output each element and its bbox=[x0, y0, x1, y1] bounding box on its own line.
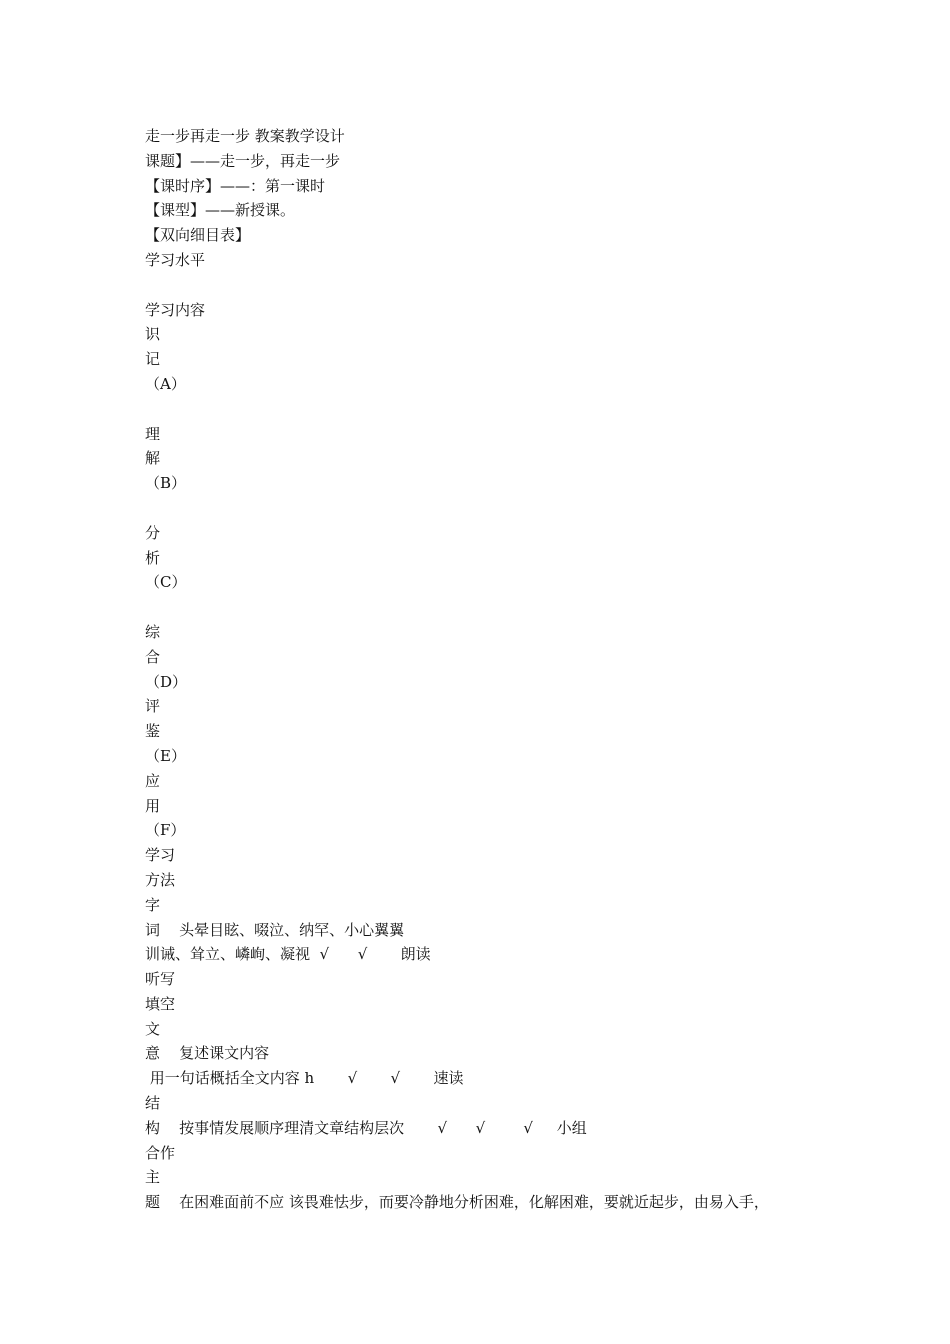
text-line: 听写 bbox=[145, 970, 176, 989]
blank-line bbox=[145, 496, 845, 521]
text-line: 【双向细目表】 bbox=[145, 226, 251, 245]
text-line: 学习 bbox=[145, 846, 176, 865]
text-line: 析 bbox=[145, 548, 161, 567]
text-line: 理 bbox=[145, 424, 161, 443]
text-line: （B） bbox=[145, 474, 187, 493]
text-line: 文 bbox=[145, 1019, 161, 1038]
text-line: （A） bbox=[145, 374, 186, 393]
text-line: 词 头晕目眩、啜泣、纳罕、小心翼翼 bbox=[145, 920, 405, 939]
text-line: 【课时序】——：第一课时 bbox=[145, 176, 326, 195]
text-line: 记 bbox=[145, 350, 161, 369]
blank-line bbox=[145, 595, 845, 620]
text-line: 意 复述课文内容 bbox=[145, 1044, 270, 1063]
document-body bbox=[145, 124, 845, 1215]
text-line: 学习水平 bbox=[145, 250, 206, 269]
text-line: 分 bbox=[145, 523, 161, 542]
text-line: 鉴 bbox=[145, 722, 161, 741]
text-line: 【课型】——新授课。 bbox=[145, 201, 296, 220]
text-line: 训诫、耸立、嶙峋、凝视 √ √ 朗读 bbox=[145, 945, 431, 964]
text-line: （D） bbox=[145, 672, 188, 691]
text-line: （C） bbox=[145, 573, 187, 592]
text-line: 用 bbox=[145, 796, 161, 815]
text-line: 构 按事情发展顺序理清文章结构层次 √ √ √ 小组 bbox=[145, 1118, 587, 1137]
text-line: 应 bbox=[145, 771, 161, 790]
text-line: 合作 bbox=[145, 1143, 176, 1162]
text-line: 方法 bbox=[145, 870, 176, 889]
blank-line bbox=[145, 397, 845, 422]
text-line: 填空 bbox=[145, 994, 176, 1013]
text-line: 合 bbox=[145, 647, 161, 666]
text-line: 评 bbox=[145, 697, 161, 716]
text-line: 学习内容 bbox=[145, 300, 206, 319]
text-line: 题 在困难面前不应 该畏难怯步，而要冷静地分析困难，化解困难，要就近起步，由易入手， bbox=[145, 1193, 769, 1212]
text-line: 字 bbox=[145, 895, 161, 914]
text-line: （F） bbox=[145, 821, 186, 840]
text-line: （E） bbox=[145, 746, 186, 765]
text-line: 综 bbox=[145, 622, 161, 641]
text-line: 识 bbox=[145, 325, 161, 344]
text-line: 解 bbox=[145, 449, 161, 468]
text-line: 结 bbox=[145, 1094, 161, 1113]
text-line: 主 bbox=[145, 1168, 161, 1187]
text-line: 课题】——走一步，再走一步 bbox=[145, 151, 341, 170]
text-line: 走一步再走一步 教案教学设计 bbox=[145, 127, 345, 145]
text-line: 用一句话概括全文内容 h √ √ 速读 bbox=[145, 1069, 464, 1088]
blank-line bbox=[145, 273, 845, 298]
